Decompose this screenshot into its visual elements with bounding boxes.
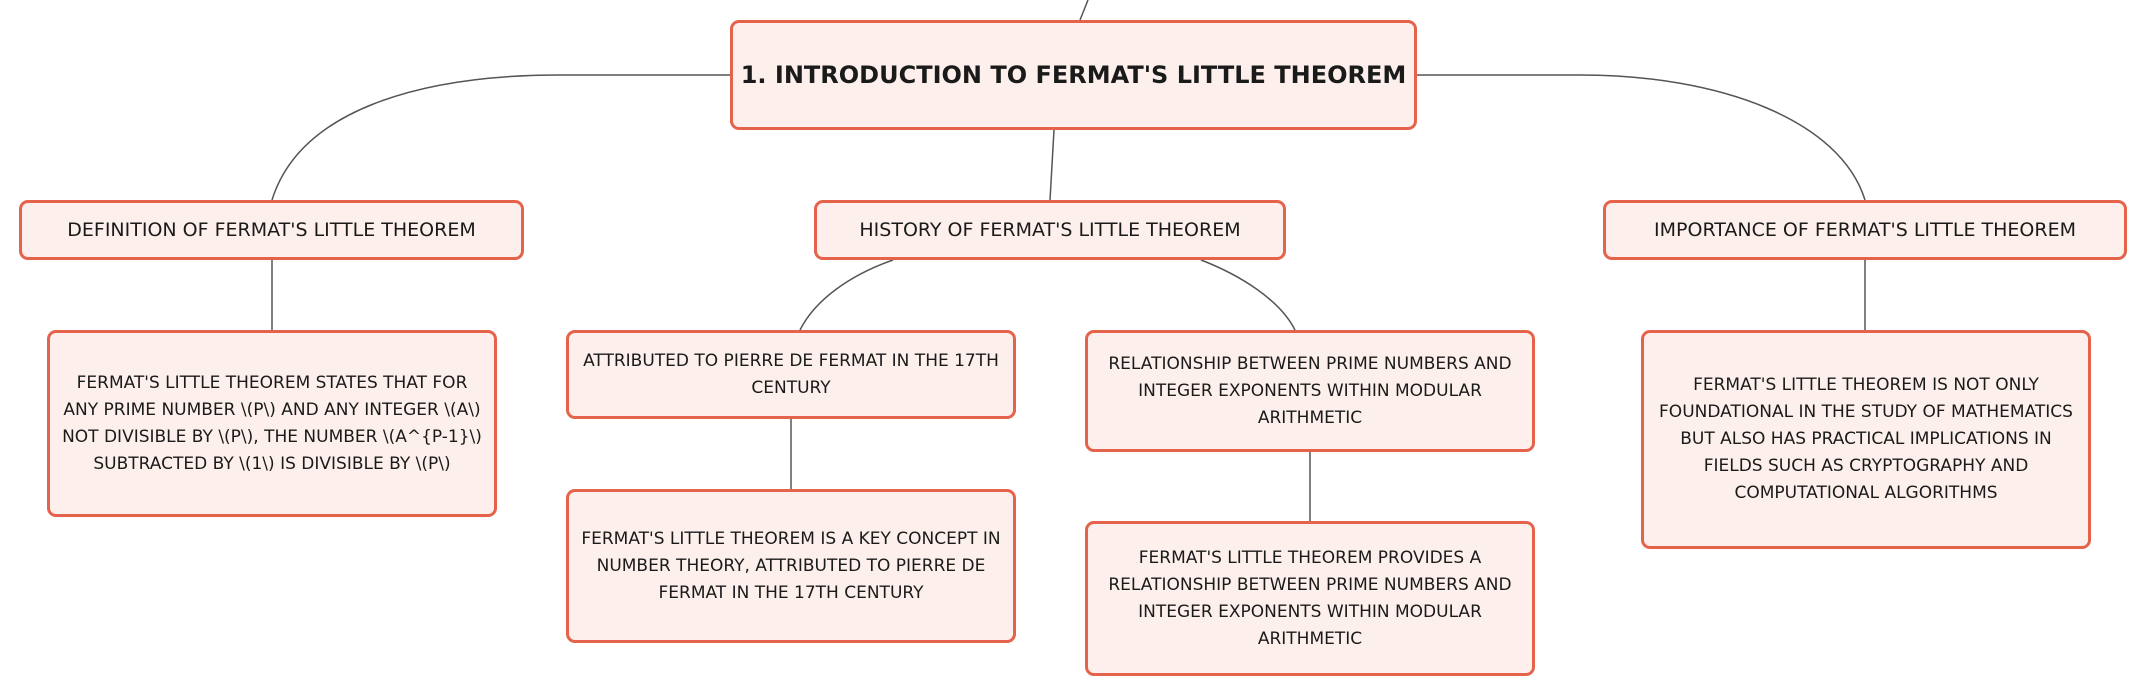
history-node[interactable] bbox=[814, 200, 1286, 260]
connector-root-parent bbox=[1080, 0, 1088, 20]
root-node-label: 1. INTRODUCTION TO FERMAT'S LITTLE THEOREM bbox=[740, 61, 1407, 89]
definition-detail-node[interactable] bbox=[47, 330, 497, 517]
history-node-label: HISTORY OF FERMAT'S LITTLE THEOREM bbox=[859, 219, 1241, 241]
connector-history-relationship bbox=[1201, 260, 1295, 330]
connector-root-definition bbox=[272, 75, 730, 200]
root-node[interactable] bbox=[730, 20, 1417, 130]
connector-root-history bbox=[1050, 130, 1054, 200]
attributed-detail-node[interactable] bbox=[566, 489, 1016, 643]
importance-node[interactable] bbox=[1603, 200, 2127, 260]
importance-detail-text: FERMAT'S LITTLE THEOREM IS NOT ONLY FOUNDATIONAL IN THE STUDY OF MATHEMATICS BUT ALSO HAS PRACTICAL IMPLICATIONS IN FIELDS SUCH AS CRYPTOGRAPHY AND COMPUTATIONAL ALGORITHMS bbox=[1659, 375, 2073, 503]
relationship-detail-node[interactable] bbox=[1085, 521, 1535, 676]
attributed-node-label: ATTRIBUTED TO PIERRE DE FERMAT IN THE 17TH CENTURY bbox=[583, 350, 999, 398]
relationship-detail-text: FERMAT'S LITTLE THEOREM PROVIDES A RELATIONSHIP BETWEEN PRIME NUMBERS AND INTEGER EXPONENTS WITHIN MODULAR ARITHMETIC bbox=[1108, 547, 1512, 649]
importance-detail-node[interactable] bbox=[1641, 330, 2091, 549]
relationship-node[interactable] bbox=[1085, 330, 1535, 452]
relationship-node-label: RELATIONSHIP BETWEEN PRIME NUMBERS AND INTEGER EXPONENTS WITHIN MODULAR ARITHMETIC bbox=[1108, 353, 1512, 428]
definition-node-label: DEFINITION OF FERMAT'S LITTLE THEOREM bbox=[67, 219, 476, 241]
definition-detail-text: FERMAT'S LITTLE THEOREM STATES THAT FOR ANY PRIME NUMBER \(P\) AND ANY INTEGER \(A\) NOT DIVISIBLE BY \(P\), THE NUMBER \(A^{P-1}\) SUBTRACTED BY \(1\) IS DIVISIBLE BY \(P\) bbox=[62, 372, 482, 474]
attributed-detail-text: FERMAT'S LITTLE THEOREM IS A KEY CONCEPT IN NUMBER THEORY, ATTRIBUTED TO PIERRE DE FERMAT IN THE 17TH CENTURY bbox=[581, 528, 1001, 603]
connector-history-attributed bbox=[800, 260, 893, 330]
importance-node-label: IMPORTANCE OF FERMAT'S LITTLE THEOREM bbox=[1654, 219, 2076, 241]
definition-node[interactable] bbox=[19, 200, 524, 260]
attributed-node[interactable] bbox=[566, 330, 1016, 419]
connector-root-importance bbox=[1417, 75, 1865, 200]
